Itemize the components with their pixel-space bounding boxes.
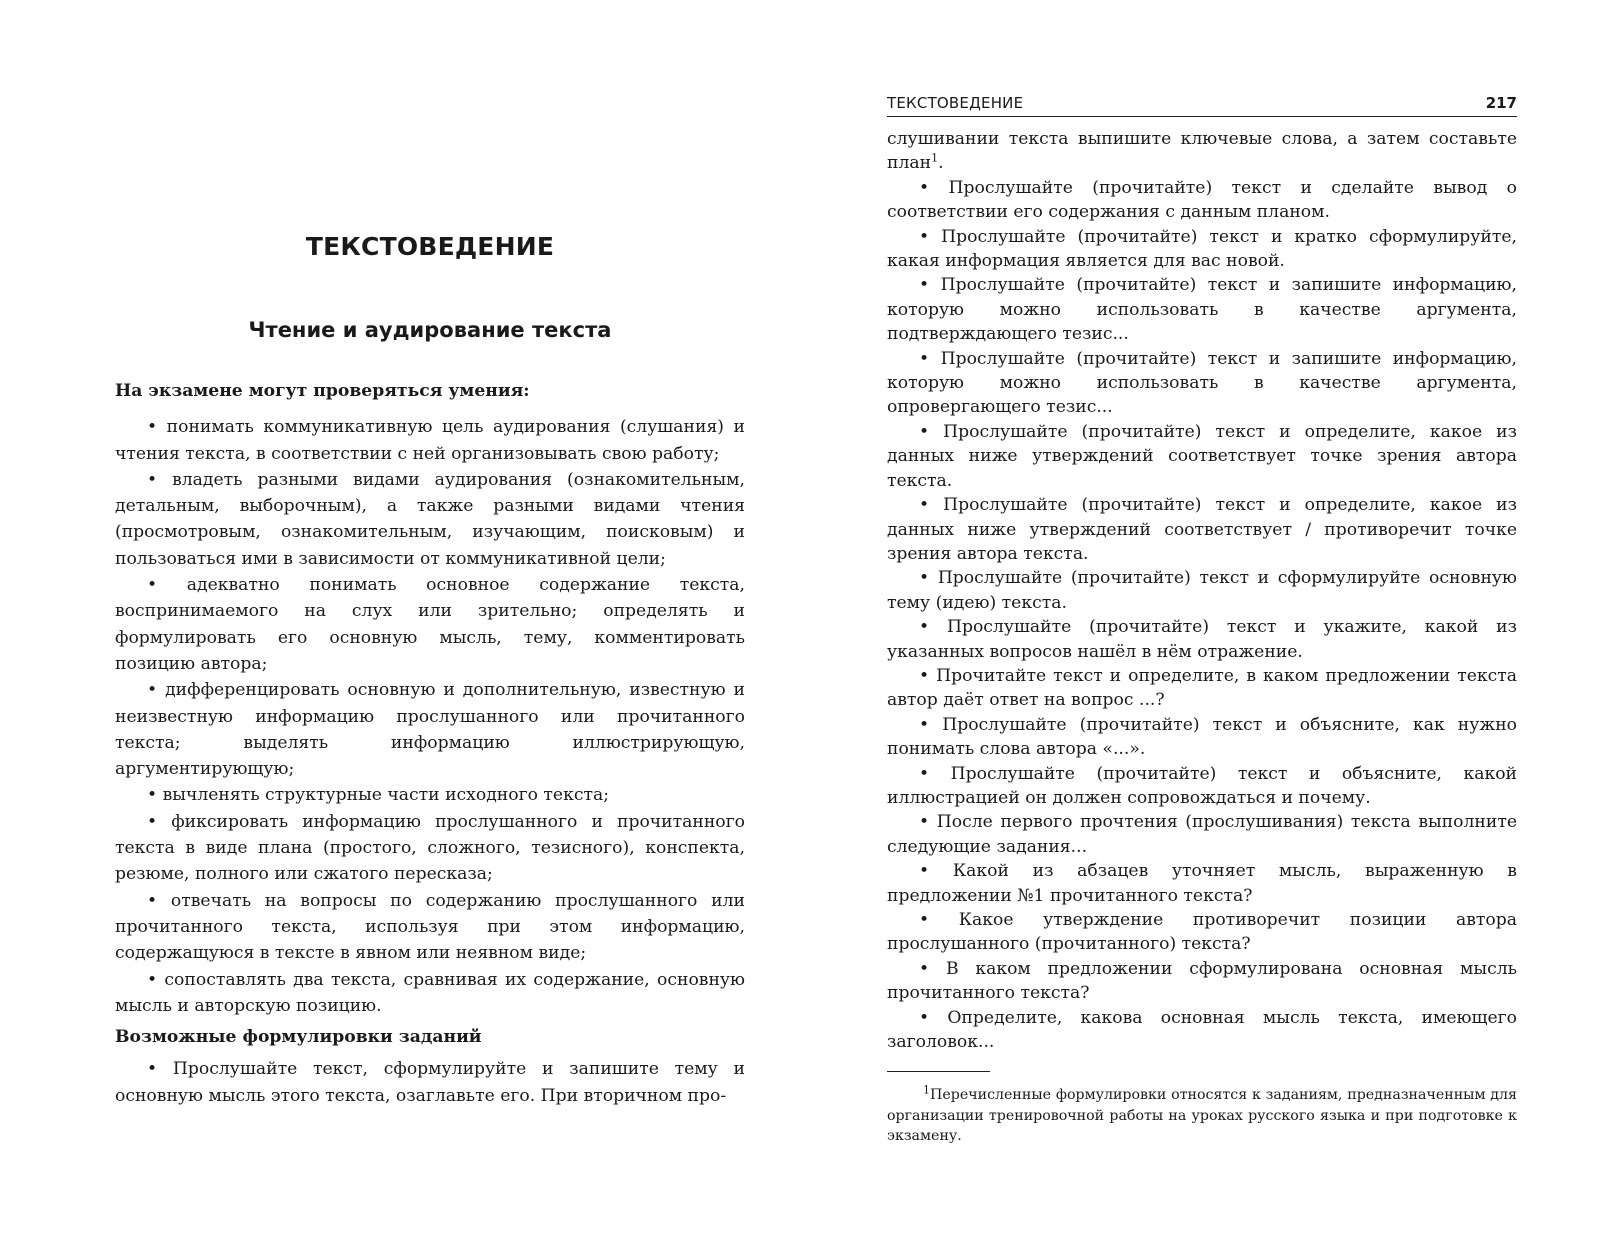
skill-item: • дифференцировать основную и дополнительную, известную и неизвестную информацию прослушанного или прочитанного текста; выделять информацию иллюстрирующую, аргументирующую; <box>115 677 745 782</box>
running-title: ТЕКСТОВЕДЕНИЕ <box>887 94 1024 112</box>
skill-item: • владеть разными видами аудирования (ознакомительным, детальным, выборочным), а также разными видами чтения (просмотровым, ознакомительным, изучающим, поисковым) и пользоваться ими в зависимости от коммуникативной цели; <box>115 467 745 572</box>
skill-item: • фиксировать информацию прослушанного и прочитанного текста в виде плана (простого, сложного, тезисного), конспекта, резюме, полного или сжатого пересказа; <box>115 809 745 888</box>
footnote-ref[interactable]: 1 <box>931 151 939 165</box>
task-continuation: слушивании текста выпишите ключевые слова, а затем составьте план$^1$. <box>887 129 1517 174</box>
task-item: • Прослушайте (прочитайте) текст и кратко сформулируйте, какая информация является для вас новой. <box>887 225 1517 274</box>
tasks-heading: Возможные формулировки заданий <box>115 1027 482 1047</box>
task-item: • После первого прочтения (прослушивания) текста выполните следующие задания... <box>887 810 1517 859</box>
skill-item: • отвечать на вопросы по содержанию прослушанного или прочитанного текста, используя при этом информацию, содержащуюся в тексте в явном или неявном виде; <box>115 888 745 967</box>
task-item: • Прослушайте (прочитайте) текст и запишите информацию, которую можно использовать в качестве аргумента, подтверждающего тезис... <box>887 273 1517 346</box>
footnote-text: Перечисленные формулировки относятся к заданиям, предназначенным для организации тренировочной работы на уроках русского языка и при подготовке к экзамену. <box>887 1087 1517 1144</box>
task-item: • Прослушайте (прочитайте) текст и объясните, как нужно понимать слова автора «...». <box>887 713 1517 762</box>
skills-block <box>115 378 745 1019</box>
task-item: • Какой из абзацев уточняет мысль, выраженную в предложении №1 прочитанного текста? <box>887 859 1517 908</box>
skill-item: • вычленять структурные части исходного текста; <box>115 782 745 808</box>
section-title: Чтение и аудирование текста <box>248 318 612 342</box>
running-header <box>887 94 1517 117</box>
task-item: • Прочитайте текст и определите, в каком предложении текста автор даёт ответ на вопрос ...? <box>887 664 1517 713</box>
task-item: • Прослушайте (прочитайте) текст и укажите, какой из указанных вопросов нашёл в нём отражение. <box>887 615 1517 664</box>
chapter-title: ТЕКСТОВЕДЕНИЕ <box>305 232 555 261</box>
task-item: • Какое утверждение противоречит позиции автора прослушанного (прочитанного) текста? <box>887 908 1517 957</box>
footnote-divider <box>887 1071 990 1072</box>
footnote <box>887 1085 1517 1147</box>
task-item: • Прослушайте (прочитайте) текст и сформулируйте основную тему (идею) текста. <box>887 566 1517 615</box>
task-item: • Прослушайте (прочитайте) текст и запишите информацию, которую можно использовать в качестве аргумента, опровергающего тезис... <box>887 347 1517 420</box>
skill-item: • адекватно понимать основное содержание текста, воспринимаемого на слух или зрительно; определять и формулировать его основную мысль, тему, комментировать позицию автора; <box>115 572 745 677</box>
page-number: 217 <box>1485 94 1517 112</box>
task-item: • Прослушайте (прочитайте) текст и объясните, какой иллюстрацией он должен сопровождаться и почему. <box>887 762 1517 811</box>
skill-item: • сопоставлять два текста, сравнивая их содержание, основную мысль и авторскую позицию. <box>115 967 745 1020</box>
task-item: • В каком предложении сформулирована основная мысль прочитанного текста? <box>887 957 1517 1006</box>
task-item: • Прослушайте (прочитайте) текст и сделайте вывод о соответствии его содержания с данным планом. <box>887 176 1517 225</box>
tasks-list <box>887 127 1517 1054</box>
footnote-number: 1 <box>923 1083 930 1097</box>
skill-item: • понимать коммуникативную цель аудирования (слушания) и чтения текста, в соответствии с ней организовывать свою работу; <box>115 414 745 467</box>
task-item: • Прослушайте текст, сформулируйте и запишите тему и основную мысль этого текста, озаглавьте его. При вторичном про- <box>115 1056 745 1109</box>
tasks-intro-block <box>115 1024 745 1109</box>
task-item: • Прослушайте (прочитайте) текст и определите, какое из данных ниже утверждений соответствует / противоречит точке зрения автора текста. <box>887 493 1517 566</box>
skills-heading: На экзамене могут проверяться умения: <box>115 381 530 401</box>
task-item: • Прослушайте (прочитайте) текст и определите, какое из данных ниже утверждений соответствует точке зрения автора текста. <box>887 420 1517 493</box>
task-item: • Определите, какова основная мысль текста, имеющего заголовок... <box>887 1006 1517 1055</box>
